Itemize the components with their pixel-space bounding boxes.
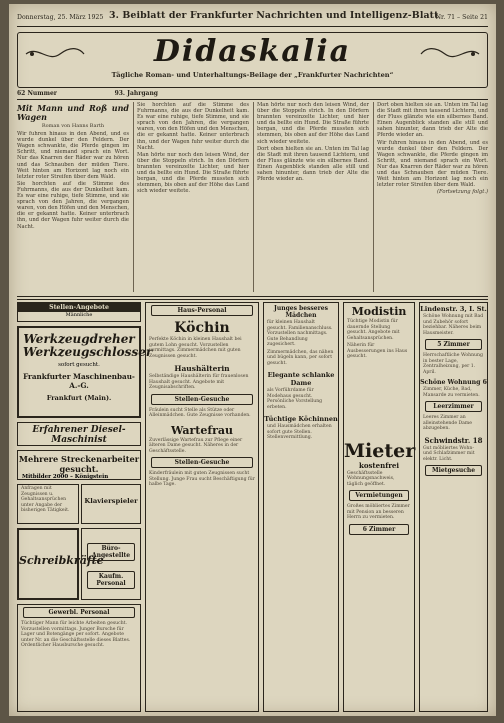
buero-label: Büro-Angestellte (87, 543, 135, 561)
ad-filler-text: Anfragen mit Zeugnissen u. Gehaltsansprüchen unter Angabe der bisherigen Tätigkeit. (21, 486, 70, 513)
schreibkraefte-title: Schreibkräfte (19, 554, 104, 567)
ad-klavier (81, 484, 141, 524)
top-line (17, 10, 488, 24)
ad-classified-header (17, 302, 141, 322)
ad-werkzeug (17, 326, 153, 418)
story-column-2 (137, 102, 249, 292)
ad-filler-text: Tüchtiger Mann für leichte Arbeiten gesucht. Vorzustellen vormittags. Junger Bursche für Lager und Botengänge per sofort. Angebote unter Nr. an die Geschäftsstelle dieses Blattes. Ordentlicher Hausbursche gesucht. (21, 621, 131, 648)
column-rule (253, 102, 254, 292)
ad-filler-text: Schöne Wohnung mit Bad und Zubehör sofort beziehbar. Näheres beim Hausmeister. (423, 314, 484, 336)
ad-filler-col1 (17, 604, 141, 712)
tuechtige-koechinnen-title: Tüchtige Köchinnen (264, 415, 338, 423)
junges-maedchen-title: Junges besseres Mädchen (274, 305, 328, 319)
werkzeug-title: Werkzeugdreher Werkzeugschlosser (23, 332, 153, 359)
ornament-right-icon (419, 47, 481, 61)
elegante-title: Elegante schlanke Dame (267, 371, 335, 387)
story-title: Mit Mann und Roß und Wagen (17, 103, 129, 122)
ad-filler-text: Fräulein sucht Stelle als Stütze oder Alleinmädchen. Gute Zeugnisse vorhanden. (149, 407, 251, 418)
modistin-title: Modistin (351, 305, 407, 318)
koechin-title: Köchin (174, 320, 230, 336)
ad-filler-text: und Hausmädchen erhalten sofort gute Stellen. Stellenvermittlung. (267, 424, 332, 440)
ad-column-boxes (81, 528, 141, 600)
kostenfrei-label: kostenfrei (358, 460, 400, 470)
story-paragraph: Man hörte nur noch den leisen Wind, der über die Stoppeln strich. In den Dörfern brannten vereinzelte Lichter, und hier und da bellte ein Hund. Die Straße führte bergan, und die Pferde mussten sich stemmen, bis oben auf der Höhe das Land sich wieder weitete. (137, 151, 249, 195)
newspaper-page (9, 4, 496, 716)
lindenstr-title: Lindenstr. 3, I. St. (420, 305, 487, 313)
ad-filler-text: Selbständige Haushälterin für frauenlosen Haushalt gesucht. Angebote mit Zeugnisabschriften. (149, 374, 249, 390)
classified-header: Stellen-Angebote (18, 303, 140, 312)
story-column-1 (17, 102, 129, 292)
ad-filler-text: Großes möbliertes Zimmer mit Pension an besseren Herrn zu vermieten. (347, 504, 410, 520)
ad-column-3 (263, 302, 339, 712)
issue-number: 62 Nummer (17, 90, 57, 97)
kaufm-label: Kaufm. Personal (87, 571, 135, 589)
ad-filler-text: Näherin für Ausbesserungen ins Haus gesucht. (347, 343, 408, 359)
haus-personal-label: Haus-Personal (151, 305, 253, 316)
story-continuation: (Fortsetzung folgt.) (436, 189, 488, 196)
column-rule (133, 102, 134, 292)
story-column-4 (377, 102, 488, 292)
ad-schreibkraefte (17, 528, 104, 600)
ad-column-4 (343, 302, 415, 712)
ad-filler-text: Gut möbliertes Wohn- und Schlafzimmer mit elektr. Licht. (423, 445, 475, 462)
ad-filler-text: Zuverlässige Wartefrau zur Pflege einer älteren Dame gesucht. Näheres in der Geschäftsstelle. (149, 437, 243, 454)
ad-filler-text: Geschäftsstelle Wohnungsnachweis, täglich geöffnet. (347, 470, 395, 487)
wartefrau-title: Wartefrau (170, 423, 234, 437)
fuenf-zimmer-label: 5 Zimmer (425, 339, 482, 350)
issue-volume: 93. Jahrgang (114, 90, 158, 97)
story-paragraph: Dort oben hielten sie an. Unten im Tal lag die Stadt mit ihren tausend Lichtern, und der Fluss glänzte wie ein silbernes Band. Einen Augenblick standen alle still und sahen hinunter, dann trieb der Alte die Pferde wieder an. (377, 102, 488, 139)
story-paragraph: Man hörte nur noch den leisen Wind, der über die Stoppeln strich. In den Dörfern brannten vereinzelte Lichter, und hier und da bellte ein Hund. Die Straße führte bergan, und die Pferde mussten sich stemmen, bis oben auf der Höhe das Land sich wieder weitete. (257, 102, 369, 145)
werkzeug-company: Frankfurter Maschinenbau-A.-G. (23, 372, 135, 390)
masthead (17, 32, 488, 88)
story-paragraph: Sie horchten auf die Stimme des Fuhrmanns, die aus der Dunkelheit kam. Es war eine ruhige, tiefe Stimme, und sie sprach von den Jahren, die vergangen waren, von den Höfen und den Menschen, die er gekannt hatte. Keiner unterbrach ihn, und der Wagen fuhr weiter durch die Nacht. (17, 180, 129, 230)
haushaelterin-title: Haushälterin (174, 364, 230, 373)
ad-small (17, 484, 79, 524)
column-rule (373, 102, 374, 292)
ad-column-2 (145, 302, 259, 712)
ad-diesel (17, 422, 141, 446)
page-ref: Nr. 71 – Seite 21 (435, 14, 488, 21)
issue-line (17, 90, 488, 100)
strecken-sub: Mitbilder 2000 – Königstein (22, 474, 109, 480)
ad-filler-text: als Vorführdame für Modehaus gesucht. Persönliche Vorstellung erbeten. (267, 388, 323, 410)
story-paragraph: Wir fuhren hinaus in den Abend, und es wurde dunkel über den Feldern. Der Wagen schwankte, die Pferde gingen im Schritt, und niemand sprach ein Wort. Nur das Knarren der Räder war zu hören und das Schnauben der müden Tiere. Weit hinten am Horizont lag noch ein letzter roter Streifen über dem Wald. (17, 131, 129, 180)
ad-filler-text: Herrschaftliche Wohnung in bester Lage, Zentralheizung, per 1. April. (423, 353, 483, 375)
leerzimmer-label: Leerzimmer (425, 401, 482, 412)
date-line: Donnerstag, 25. März 1925 (17, 14, 104, 21)
strecken-title: Mehrere Streckenarbeiter gesucht. (18, 454, 140, 474)
story-byline: Roman von Hanns Barth (41, 123, 105, 129)
story-paragraph: Sie horchten auf die Stimme des Fuhrmanns, die aus der Dunkelheit kam. Es war eine ruhige, tiefe Stimme, und sie sprach von den Jahren, die vergangen waren, von den Höfen und den Menschen, die er gekannt hatte. Keiner unterbrach ihn, und der Wagen fuhr weiter durch die Nacht. (137, 102, 249, 151)
supplement-title: 3. Beiblatt der Frankfurter Nachrichten und Intelligenz-Blatt (109, 10, 439, 21)
section-divider (17, 296, 488, 300)
klavier-title: Klavierspieler (84, 497, 138, 505)
stellen-gesuche-label-2: Stellen-Gesuche (151, 457, 253, 468)
schoene-wohnung-title: Schöne Wohnung 6 (420, 379, 487, 386)
ad-filler-text: Zimmermädchen, das nähen und bügeln kann, per sofort gesucht. (267, 349, 334, 366)
story-paragraph: Wir fuhren hinaus in den Abend, und es wurde dunkel über den Feldern. Der Wagen schwankte, die Pferde gingen im Schritt, und niemand sprach ein Wort. Nur das Knarren der Räder war zu hören und das Schnauben der müden Tiere. Weit hinten am Horizont lag noch ein letzter roter Streifen über dem Wald. (377, 139, 488, 189)
story-paragraph: Dort oben hielten sie an. Unten im Tal lag die Stadt mit ihren tausend Lichtern, und der Fluss glänzte wie ein silbernes Band. Einen Augenblick standen alle still und sahen hinunter, dann trieb der Alte die Pferde wieder an. (257, 145, 369, 183)
diesel-title: Erfahrener Diesel-Maschinist (32, 425, 126, 445)
werkzeug-city: Frankfurt (Main). (46, 394, 112, 402)
story-column-3 (257, 102, 369, 292)
masthead-title: Didaskalia (153, 34, 352, 69)
gewerbl-label: Gewerbl. Personal (23, 607, 135, 618)
ad-column-5 (419, 302, 488, 712)
classified-sub: Männliche (65, 312, 93, 318)
vermietungen-label: Vermietungen (349, 490, 409, 501)
stellen-gesuche-label: Stellen-Gesuche (151, 394, 253, 405)
werkzeug-note: sofort gesucht. (58, 362, 100, 368)
ad-filler-text: für kleinen Haushalt gesucht. Familienanschluss. Vorzustellen nachmittags. Gute Behandlung zugesichert. (267, 320, 333, 347)
mieter-title: Mieter (344, 439, 416, 462)
mietgesuche-label: Mietgesuche (425, 465, 482, 476)
ad-filler-text: Zimmer, Küche, Bad, Mansarde zu vermieten. (423, 387, 480, 398)
ad-strecken (17, 450, 141, 480)
schwindstr-title: Schwindstr. 18 (424, 435, 483, 445)
ad-filler-text: Kinderfräulein mit guten Zeugnissen sucht Stellung. Junge Frau sucht Beschäftigung für halbe Tage. (149, 471, 255, 487)
ad-filler-text: Leeres Zimmer an alleinstehende Dame abzugeben. (423, 415, 472, 431)
ad-filler-text: Tüchtige Modistin für dauernde Stellung gesucht. Angebote mit Gehaltsansprüchen. (347, 319, 400, 341)
zimmer-label: 6 Zimmer (349, 524, 409, 535)
ad-filler-text: Perfekte Köchin in kleinen Haushalt bei gutem Lohn gesucht. Vorzustellen vormittags. Zimmermädchen mit guten Zeugnissen gesucht. (149, 337, 242, 359)
header-rule (17, 26, 488, 27)
masthead-subtitle: Tägliche Roman- und Unterhaltungs-Beilage der „Frankfurter Nachrichten“ (111, 71, 394, 79)
